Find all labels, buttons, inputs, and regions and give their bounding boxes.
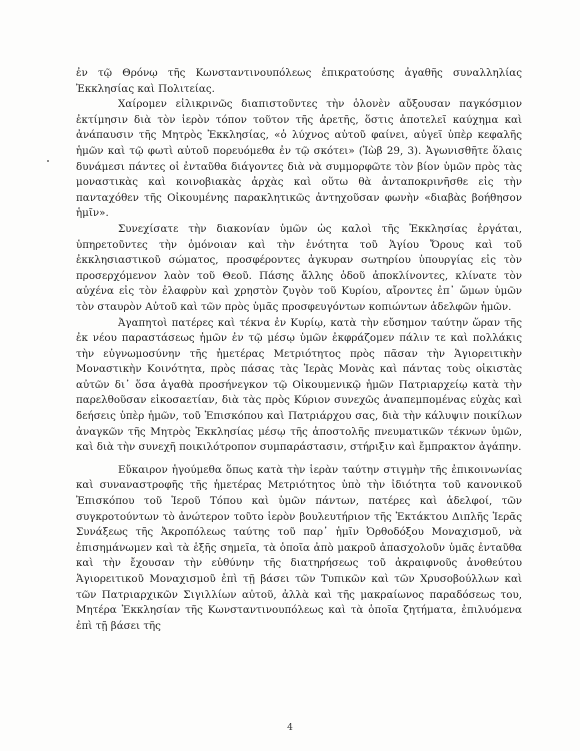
page-number: 4 xyxy=(287,723,293,733)
paragraph: Εὔκαιρον ἡγούμεθα ὅπως κατὰ τὴν ἱερὰν ταύτην στιγμὴν τῆς ἐπικοινωνίας καὶ συναναστροφῆς τῆς ἡμετέρας Μετριότητος ὑπὸ τὴν ἰδιότητα τοῦ κανονικοῦ Ἐπισκόπου τοῦ Ἱεροῦ Τόπου καὶ ὑμῶν πάντων, πατέρες καὶ ἀδελφοί, τῶν συγκροτούντων τὸ ἀνώτερον τοῦτο ἱερὸν βουλευτήριον τῆς Ἐκτάκτου Διπλῆς Ἱερᾶς Συνάξεως τῆς Ἀκροπόλεως ταύτης τοῦ παρ᾽ ἡμῖν Ὀρθοδόξου Μοναχισμοῦ, νὰ ἐπισημάνωμεν καὶ τὰ ἑξῆς σημεῖα, τὰ ὁποῖα ἀπὸ μακροῦ ἀπασχολοῦν ὑμᾶς ἐνταῦθα καὶ τὴν ἔχουσαν τὴν εὐθύνην τῆς διατηρήσεως τοῦ ἀκραιφνοῦς ἀνοθεύτου Ἁγιορειτικοῦ Μοναχισμοῦ ἐπὶ τῇ βάσει τῶν Τυπικῶν καὶ τῶν Χρυσοβούλλων καὶ τῶν Πατριαρχικῶν Σιγιλλίων αὐτοῦ, ἀλλὰ καὶ τῆς μακραίωνος παραδόσεως του, Μητέρα Ἐκκλησίαν τῆς Κωνσταντινουπόλεως καὶ τὰ ὁποῖα ζητήματα, ἐπιλυόμενα ἐπὶ τῇ βάσει τῆς xyxy=(76,463,522,632)
paragraph-continuation: ἐν τῷ Θρόνῳ τῆς Κωνσταντινουπόλεως ἐπικρατούσης ἀγαθῆς συναλληλίας Ἐκκλησίας καὶ Πολιτείας. xyxy=(76,67,522,95)
paragraph: Συνεχίσατε τὴν διακονίαν ὑμῶν ὡς καλοὶ τῆς Ἐκκλησίας ἐργάται, ὑπηρετοῦντες τὴν ὁμόνοιαν καὶ τὴν ἑνότητα τοῦ Ἁγίου Ὄρους καὶ τοῦ ἐκκλησιαστικοῦ σώματος, προσφέροντες ἀγκυραν σωτηρίου ὑπουργίας εἰς τὸν προσερχόμενον λαὸν τοῦ Θεοῦ. Πάσης ἄλλης ὁδοῦ ἀποκλίνοντες, κλίνατε τὸν αὐχένα εἰς τὸν ἐλαφρὺν καὶ χρηστὸν ζυγὸν τοῦ Κυρίου, αἴροντες ἐπ᾽ ὤμων ὑμῶν τὸν σταυρὸν Αὐτοῦ καὶ τῶν πρὸς ὑμᾶς προσφευγόντων κοπιώντων ἀδελφῶν ἡμῶν. xyxy=(76,222,522,313)
body-text xyxy=(76,66,522,634)
paragraph: Χαίρομεν εἰλικρινῶς διαπιστοῦντες τὴν ὁλονὲν αὔξουσαν παγκόσμιον ἐκτίμησιν διὰ τὸν ἱερὸν τόπον τοῦτον τῆς ἀρετῆς, ὅστις ἀποτελεῖ καύχημα καὶ ἀνάπαυσιν τῆς Μητρὸς Ἐκκλησίας, «ὁ λύχνος αὐτοῦ φαίνει, αὐγεῖ ὑπὲρ κεφαλῆς ἡμῶν καὶ τῷ φωτὶ αὐτοῦ πορευόμεθα ἐν τῷ σκότει» (Ἰὼβ 29, 3). Ἀγωνισθῆτε ὅλαις δυνάμεσι πάντες οἱ ἐνταῦθα διάγοντες διὰ νὰ συμμορφῶτε τὸν βίον ὑμῶν πρὸς τὰς μοναστικὰς καὶ κοινοβιακὰς ἀρχὰς καὶ οὕτω θὰ ἀνταποκρινῆσθε εἰς τὴν πανταχόθεν τῆς Οἰκουμένης παρακλητικῶς ἀντηχοῦσαν φωνὴν «διαβὰς βοήθησον ἡμῖν». xyxy=(76,98,522,220)
paragraph: Ἀγαπητοὶ πατέρες καὶ τέκνα ἐν Κυρίῳ, κατὰ τὴν εὔσημον ταύτην ὥραν τῆς ἐκ νέου παραστάσεως ἡμῶν ἐν τῷ μέσῳ ὑμῶν ἐκφράζομεν πάλιν τε καὶ πολλάκις τὴν εὐγνωμοσύνην τῆς ἡμετέρας Μετριότητος πρὸς πᾶσαν τὴν Ἁγιορειτικὴν Μοναστικὴν Κοινότητα, πρὸς πάσας τὰς Ἱερὰς Μονὰς καὶ πάντας τοὺς οἰκιστὰς αὐτῶν δι᾽ ὅσα ἀγαθὰ προσήνεγκον τῷ Οἰκουμενικῷ ἡμῶν Πατριαρχείῳ κατὰ τὴν παρελθοῦσαν εἰκοσαετίαν, διὰ τὰς πρὸς Κύριον συνεχῶς ἀναπεμπομένας εὐχὰς καὶ δεήσεις ὑπὲρ ἡμῶν, τοῦ Ἐπισκόπου καὶ Πατριάρχου σας, διὰ τὴν κάλυψιν ποικίλων ἀναγκῶν τῆς Μητρὸς Ἐκκλησίας μέσῳ τῆς ἀποστολῆς πνευματικῶν τέκνων ὑμῶν, καὶ διὰ τὴν συνεχῆ ποικιλότροπον συμπαράστασιν, στήριξιν καὶ ἔμπρακτον ἀγάπην. xyxy=(76,316,522,454)
scan-speck xyxy=(47,160,49,162)
